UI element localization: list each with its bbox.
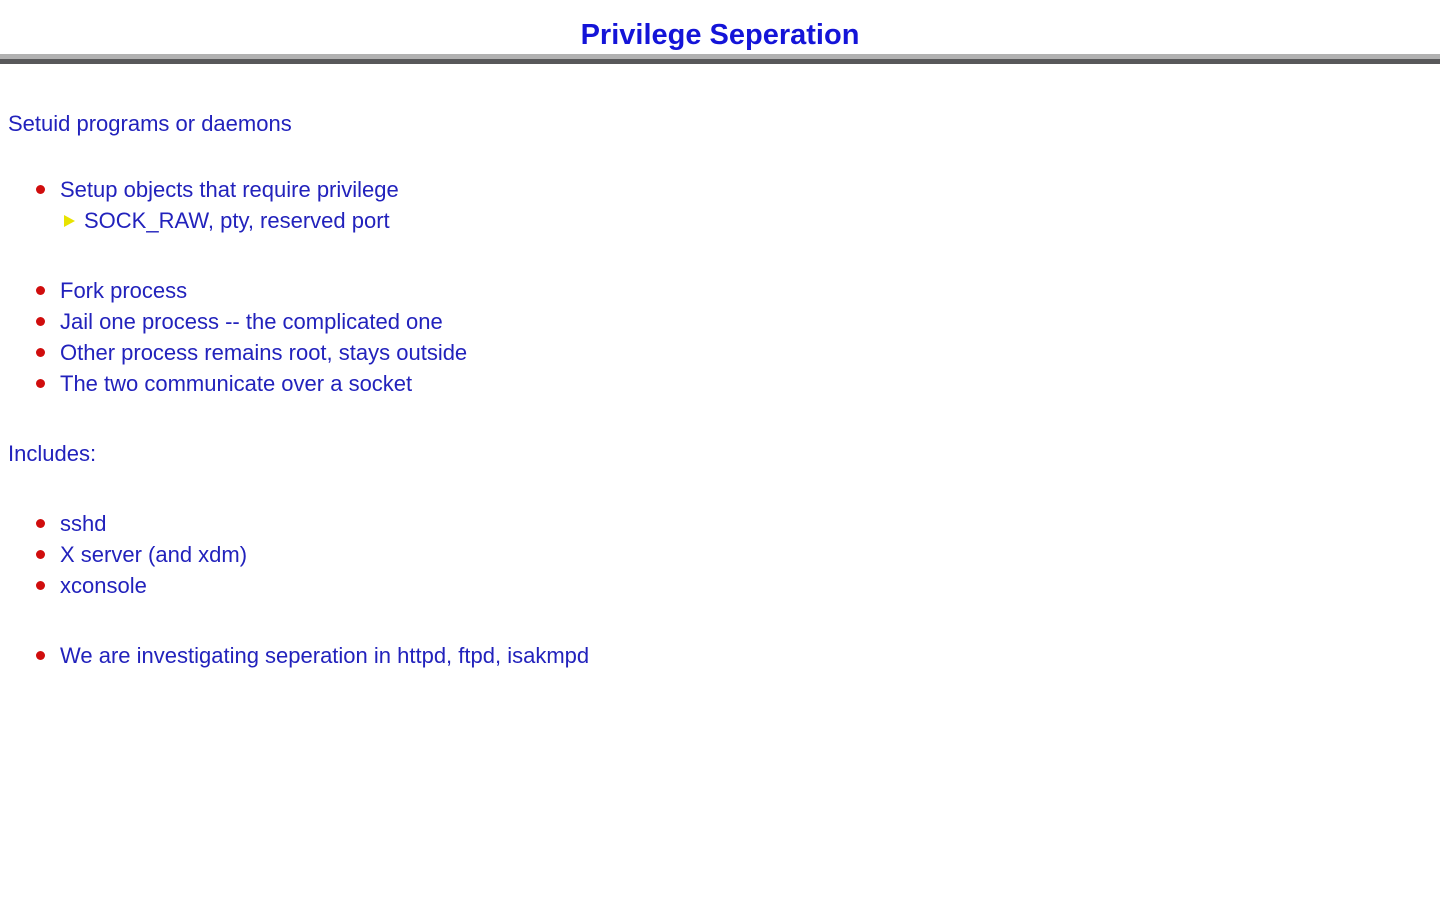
bullet-list-includes — [0, 508, 247, 601]
list-item — [0, 306, 467, 337]
bullet-icon — [36, 348, 45, 357]
bullet-list-process — [0, 275, 467, 399]
list-item — [0, 508, 247, 539]
list-item-text: xconsole — [60, 573, 147, 598]
list-item — [0, 368, 467, 399]
divider-shadow — [0, 59, 1440, 64]
sub-list-item-text: SOCK_RAW, pty, reserved port — [84, 208, 390, 233]
bullet-list-investigating — [0, 640, 589, 671]
bullet-list-setup — [0, 174, 399, 236]
list-item-text: We are investigating seperation in httpd, ftpd, isakmpd — [60, 643, 590, 668]
list-item-text: The two communicate over a socket — [60, 371, 413, 396]
list-item — [0, 539, 247, 570]
bullet-icon — [36, 185, 45, 194]
list-item-text: Jail one process -- the complicated one — [60, 309, 443, 334]
triangle-bullet-icon — [64, 215, 75, 227]
bullet-icon — [36, 379, 45, 388]
list-item — [0, 174, 399, 236]
list-item-text: Fork process — [60, 278, 188, 303]
section-heading-includes: Includes: — [8, 441, 97, 466]
page-title: Privilege Seperation — [580, 19, 860, 51]
section-heading-setuid: Setuid programs or daemons — [8, 111, 292, 136]
bullet-icon — [36, 317, 45, 326]
bullet-icon — [36, 519, 45, 528]
bullet-icon — [36, 286, 45, 295]
list-item-text: X server (and xdm) — [60, 542, 248, 567]
title-divider — [0, 54, 1440, 64]
list-item — [0, 570, 247, 601]
bullet-icon — [36, 581, 45, 590]
list-item-text: Setup objects that require privilege — [60, 177, 399, 202]
list-item-text: sshd — [60, 511, 107, 536]
list-item — [0, 337, 467, 368]
bullet-icon — [36, 550, 45, 559]
bullet-icon — [36, 651, 45, 660]
sub-list-item — [60, 205, 399, 236]
list-item — [0, 275, 467, 306]
slide-header — [0, 17, 1440, 53]
list-item — [0, 640, 589, 671]
list-item-text: Other process remains root, stays outside — [60, 340, 468, 365]
